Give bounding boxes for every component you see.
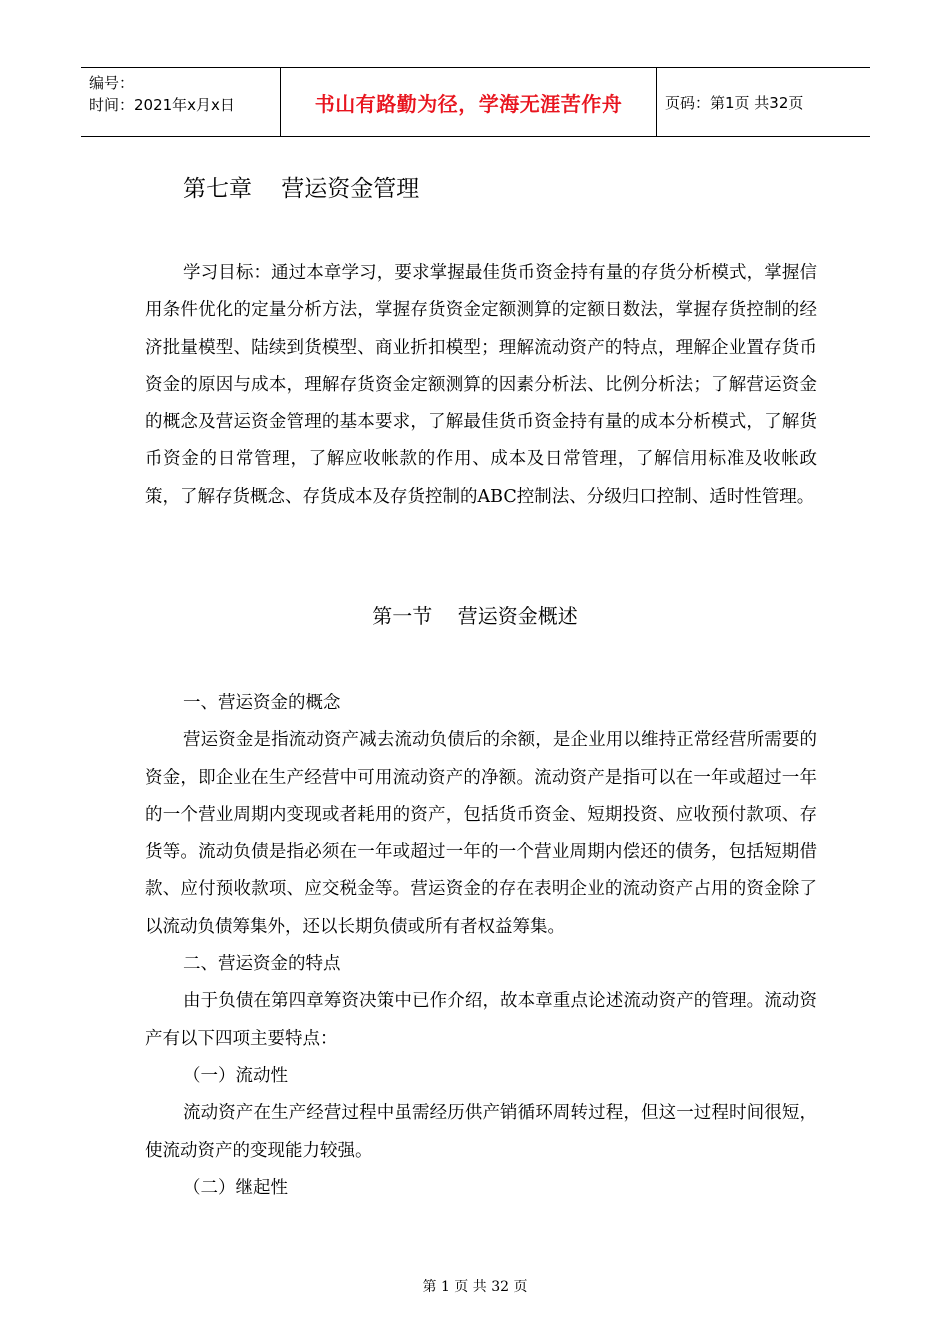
chapter-title: 第七章 营运资金管理 (183, 176, 420, 202)
header-motto-cell (281, 68, 657, 136)
date-label: 时间：2021年x月x日 (89, 96, 235, 114)
paragraph-liquidity: 流动资产在生产经营过程中虽需经历供产销循环周转过程，但这一过程时间很短，使流动资产的变现能力较强。 (145, 1103, 817, 1161)
objectives-paragraph: 学习目标：通过本章学习，要求掌握最佳货币资金持有量的存货分析模式，掌握信用条件优化的定量分析方法，掌握存货资金定额测算的定额日数法，掌握存货控制的经济批量模型、陆续到货模型、商业折扣模型；理解流动资产的特点，理解企业置存货币资金的原因与成本，理解存货资金定额测算的因素分析法、比例分析法；了解营运资金的概念及营运资金管理的基本要求，了解最佳货币资金持有量的成本分析模式，了解货币资金的日常管理，了解应收帐款的作用、成本及日常管理，了解信用标准及收帐政策，了解存货概念、存货成本及存货控制的ABC控制法、分级归口控制、适时性管理。 (145, 263, 817, 507)
paragraph-concept: 营运资金是指流动资产减去流动负债后的余额，是企业用以维持正常经营所需要的资金，即企业在生产经营中可用流动资产的净额。流动资产是指可以在一年或超过一年的一个营业周期内变现或者耗用的资产，包括货币资金、短期投资、应收预付款项、存货等。流动负债是指必须在一年或超过一年的一个营业周期内偿还的债务，包括短期借款、应付预收款项、应交税金等。营运资金的存在表明企业的流动资产占用的资金除了以流动负债筹集外，还以长期负债或所有者权益筹集。 (145, 730, 817, 937)
page-footer: 第 1 页 共 32 页 (422, 1279, 528, 1295)
header-table (81, 67, 870, 137)
paragraph-features: 由于负债在第四章筹资决策中已作介绍，故本章重点论述流动资产的管理。流动资产有以下四项主要特点： (145, 991, 817, 1049)
heading-liquidity: （一）流动性 (183, 1065, 288, 1086)
header-meta-cell (81, 68, 281, 136)
page-info: 页码：第1页 共32页 (665, 93, 804, 112)
section-title: 第一节 营运资金概述 (372, 604, 578, 628)
serial-label: 编号： (89, 74, 135, 92)
motto-text: 书山有路勤为径，学海无涯苦作舟 (314, 91, 623, 116)
heading-continuity: （二）继起性 (183, 1177, 288, 1198)
content-block (145, 685, 817, 1207)
heading-concept: 一、营运资金的概念 (183, 693, 341, 713)
header-page-cell (657, 68, 870, 136)
heading-features: 二、营运资金的特点 (183, 954, 341, 975)
objectives-block (145, 255, 817, 516)
